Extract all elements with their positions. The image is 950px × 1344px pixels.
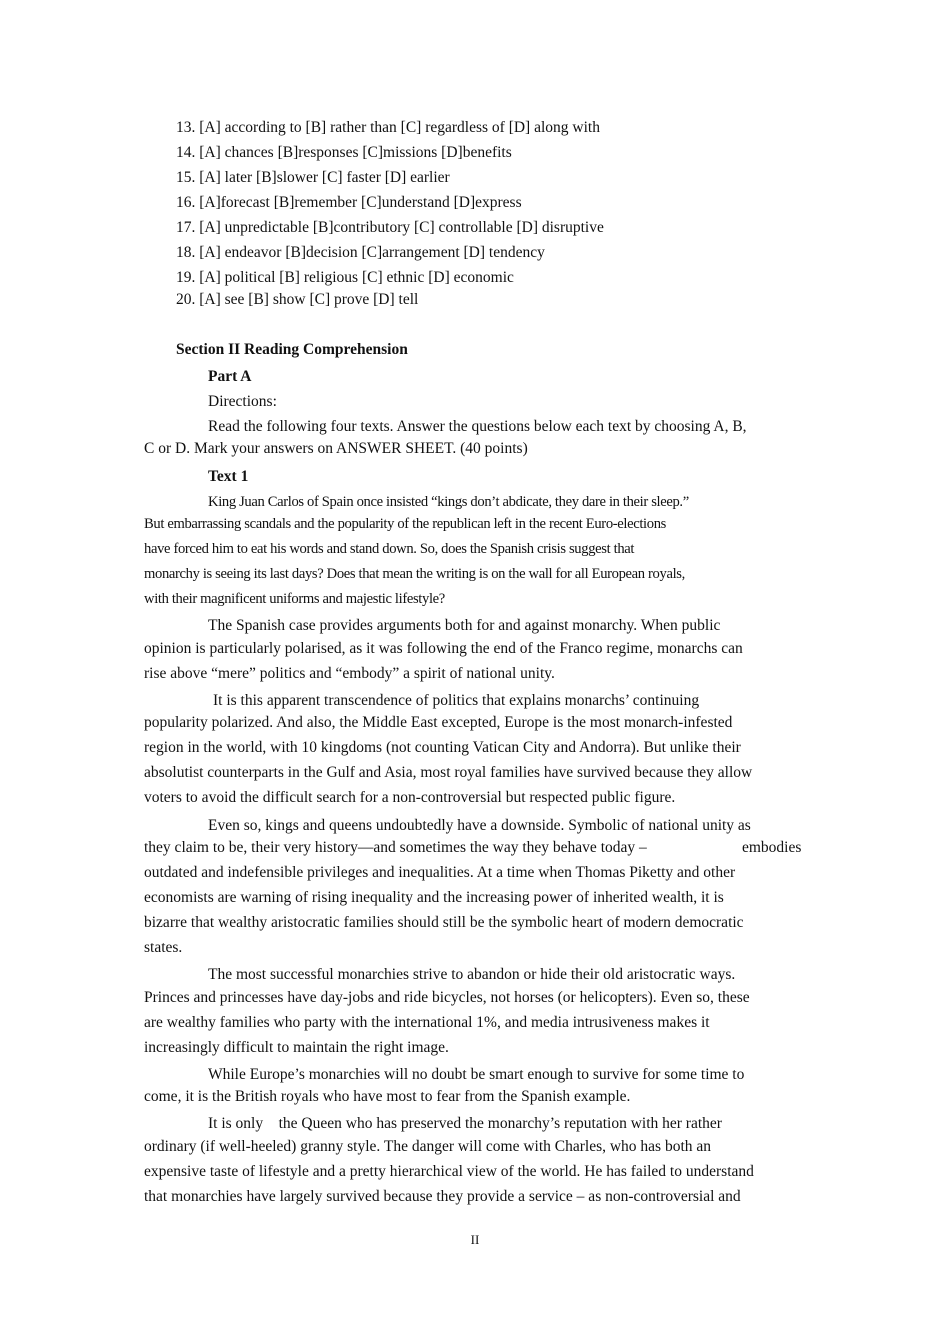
paragraph-line (176, 492, 689, 512)
paragraph-line: outdated and indefensible privileges and inequalities. At a time when Thomas Piketty and other (144, 864, 736, 881)
paragraph-line: bizarre that wealthy aristocratic families should still be the symbolic heart of modern democratic (144, 914, 744, 931)
paragraph-line: increasingly difficult to maintain the right image. (144, 1039, 449, 1056)
paragraph-line: economists are warning of rising inequality and the increasing power of inherited wealth, it is (144, 889, 724, 906)
paragraph-line: come, it is the British royals who have most to fear from the Spanish example. (144, 1088, 631, 1105)
directions-line (176, 417, 747, 437)
option-text: 17. [A] unpredictable [B]contributory [C] controllable [D] disruptive (176, 219, 604, 236)
directions-line: C or D. Mark your answers on ANSWER SHEET. (40 points) (144, 440, 528, 457)
paragraph-text: King Juan Carlos of Spain once insisted “kings don’t abdicate, they dare in their sleep.” (208, 494, 689, 510)
paragraph-line (176, 691, 699, 711)
paragraph-line: are wealthy families who party with the international 1%, and media intrusiveness makes it (144, 1014, 710, 1031)
paragraph-line: Princes and princesses have day-jobs and ride bicycles, not horses (or helicopters). Even so, these (144, 989, 750, 1006)
paragraph-line: absolutist counterparts in the Gulf and Asia, most royal families have survived because they allow (144, 764, 753, 781)
paragraph-line: they claim to be, their very history—and sometimes the way they behave today – (144, 839, 647, 856)
option-line-17 (144, 218, 604, 238)
paragraph-line: voters to avoid the difficult search for a non-controversial but respected public figure. (144, 789, 676, 806)
directions-label: Directions: (208, 393, 277, 410)
option-line-13 (144, 118, 600, 138)
option-text: 20. [A] see [B] show [C] prove [D] tell (176, 291, 419, 308)
paragraph-trailing-word: embodies (742, 839, 802, 856)
option-text: 15. [A] later [B]slower [C] faster [D] earlier (176, 169, 450, 186)
paragraph-text: Even so, kings and queens undoubtedly have a downside. Symbolic of national unity as (208, 817, 751, 834)
paragraph-line: But embarrassing scandals and the popularity of the republican left in the recent Euro-elections (144, 516, 666, 532)
paragraph-line: popularity polarized. And also, the Middle East excepted, Europe is the most monarch-infested (144, 714, 733, 731)
option-line-14 (144, 143, 512, 163)
paragraph-line: expensive taste of lifestyle and a pretty hierarchical view of the world. He has failed to understand (144, 1163, 754, 1180)
directions-heading (176, 392, 277, 412)
paragraph-line: monarchy is seeing its last days? Does that mean the writing is on the wall for all European royals, (144, 566, 685, 582)
option-text: 19. [A] political [B] religious [C] ethnic [D] economic (176, 269, 514, 286)
paragraph-text: It is only the Queen who has preserved the monarchy’s reputation with her rather (208, 1115, 722, 1132)
option-line-18 (144, 243, 545, 263)
paragraph-text: It is this apparent transcendence of politics that explains monarchs’ continuing (213, 692, 700, 709)
paragraph-line: that monarchies have largely survived because they provide a service – as non-controversial and (144, 1188, 741, 1205)
option-text: 16. [A]forecast [B]remember [C]understand [D]express (176, 194, 522, 211)
paragraph-line: have forced him to eat his words and stand down. So, does the Spanish crisis suggest that (144, 541, 635, 557)
part-heading (176, 367, 251, 387)
option-line-19 (144, 268, 514, 288)
paragraph-line: states. (144, 939, 183, 956)
option-line-20 (176, 290, 418, 310)
paragraph-line: opinion is particularly polarised, as it was following the end of the Franco regime, monarchs can (144, 640, 743, 657)
option-text: 14. [A] chances [B]responses [C]missions [D]benefits (176, 144, 512, 161)
paragraph-line (176, 1065, 744, 1085)
page-number: II (470, 1232, 480, 1247)
option-text: 13. [A] according to [B] rather than [C] regardless of [D] along with (176, 119, 600, 136)
text-title: Text 1 (208, 468, 249, 485)
text-heading (176, 467, 248, 487)
option-text: 18. [A] endeavor [B]decision [C]arrangement [D] tendency (176, 244, 545, 261)
paragraph-line (176, 965, 735, 985)
paragraph-text: The Spanish case provides arguments both for and against monarchy. When public (208, 617, 721, 634)
option-line-15 (144, 168, 450, 188)
paragraph-line (176, 816, 751, 836)
paragraph-text: While Europe’s monarchies will no doubt be smart enough to survive for some time to (208, 1066, 745, 1083)
part-label: Part A (208, 368, 252, 385)
option-line-16 (144, 193, 522, 213)
paragraph-line: rise above “mere” politics and “embody” a spirit of national unity. (144, 665, 555, 682)
section-title: Section II Reading Comprehension (176, 341, 408, 358)
directions-text: Read the following four texts. Answer the questions below each text by choosing A, B, (208, 418, 747, 435)
paragraph-text: The most successful monarchies strive to abandon or hide their old aristocratic ways. (208, 966, 736, 983)
paragraph-line (176, 1114, 722, 1134)
paragraph-line: ordinary (if well-heeled) granny style. The danger will come with Charles, who has both an (144, 1138, 712, 1155)
paragraph-line: with their magnificent uniforms and majestic lifestyle? (144, 591, 445, 607)
paragraph-line (176, 616, 720, 636)
paragraph-line: region in the world, with 10 kingdoms (not counting Vatican City and Andorra). But unlike their (144, 739, 741, 756)
